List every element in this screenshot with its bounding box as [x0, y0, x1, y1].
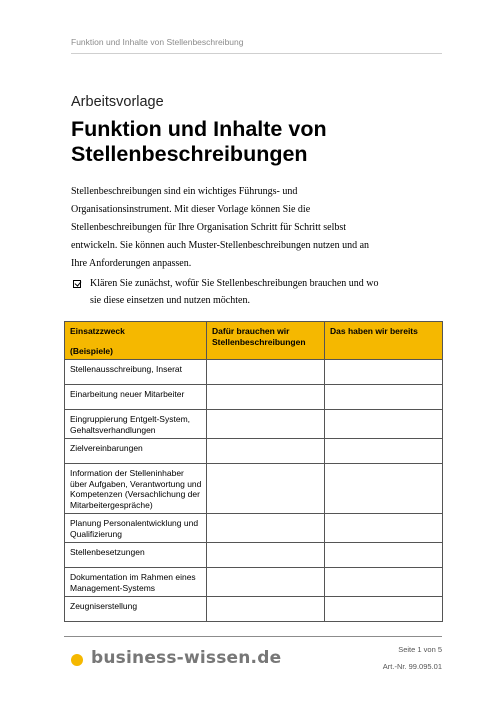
checklist-item-text: Klären Sie zunächst, wofür Sie Stellenbeschreibungen brauchen und wo sie diese einsetzen und nutzen möchten. — [90, 278, 379, 306]
table-cell-needed[interactable] — [207, 385, 325, 410]
purpose-table — [64, 321, 443, 622]
intro-paragraph: Stellenbeschreibungen sind ein wichtiges Führungs- und Organisationsinstrument. Mit dieser Vorlage können Sie die Stellenbeschreibungen für Ihre Organisation Schritt für Schritt selbst entwickeln. Sie können auch Muster-Stellenbeschreibungen nutzen und an Ihre Anforderungen anpassen. — [71, 186, 370, 269]
table-row — [65, 597, 443, 622]
table-cell-needed[interactable] — [207, 514, 325, 543]
table-header-cell — [65, 322, 207, 360]
table-cell-purpose: Dokumentation im Rahmen eines Management-Systems — [65, 568, 207, 597]
table-cell-purpose: Einarbeitung neuer Mitarbeiter — [65, 385, 207, 410]
header-beispiele: (Beispiele) — [70, 345, 113, 356]
table-cell-needed[interactable] — [207, 568, 325, 597]
running-header: Funktion und Inhalte von Stellenbeschreibung — [71, 37, 244, 47]
document-title: Funktion und Inhalte von Stellenbeschreibungen — [71, 117, 327, 166]
table-header-cell: Dafür brauchen wir Stellenbeschreibungen — [207, 322, 325, 360]
table-cell-purpose: Eingruppierung Entgelt-System, Gehaltsverhandlungen — [65, 410, 207, 439]
header-divider — [71, 53, 442, 54]
table-cell-existing[interactable] — [325, 360, 443, 385]
table-cell-purpose: Planung Personalentwicklung und Qualifizierung — [65, 514, 207, 543]
table-cell-existing[interactable] — [325, 464, 443, 514]
table-cell-existing[interactable] — [325, 385, 443, 410]
brand-dot-icon — [71, 654, 83, 666]
table-row — [65, 543, 443, 568]
page-number: Seite 1 von 5 — [398, 645, 442, 654]
table-cell-existing[interactable] — [325, 597, 443, 622]
table-cell-needed[interactable] — [207, 597, 325, 622]
table-cell-needed[interactable] — [207, 543, 325, 568]
table-row — [65, 568, 443, 597]
table-cell-purpose: Zielvereinbarungen — [65, 439, 207, 464]
article-number: Art.-Nr. 99.095.01 — [382, 662, 442, 671]
table-cell-needed[interactable] — [207, 410, 325, 439]
footer-divider — [64, 636, 442, 637]
document-kicker: Arbeitsvorlage — [71, 94, 164, 110]
table-cell-purpose: Zeugniserstellung — [65, 597, 207, 622]
checkbox-checked-icon — [73, 280, 81, 288]
table-row — [65, 385, 443, 410]
table-cell-purpose: Information der Stelleninhaber über Aufgaben, Verantwortung und Kompetenzen (Versachlichung der Mitarbeitergespräche) — [65, 464, 207, 514]
table-row — [65, 410, 443, 439]
table-cell-existing[interactable] — [325, 410, 443, 439]
brand-logo: business-wissen.de — [91, 648, 282, 668]
table-cell-existing[interactable] — [325, 568, 443, 597]
table-cell-existing[interactable] — [325, 514, 443, 543]
table-cell-purpose: Stellenausschreibung, Inserat — [65, 360, 207, 385]
table-header-cell: Das haben wir bereits — [325, 322, 443, 360]
table-cell-existing[interactable] — [325, 543, 443, 568]
table-row — [65, 464, 443, 514]
table-cell-purpose: Stellenbesetzungen — [65, 543, 207, 568]
table-cell-needed[interactable] — [207, 439, 325, 464]
header-einsatzzweck: Einsatzzweck — [70, 326, 125, 336]
table-header-row — [65, 322, 443, 360]
table-cell-needed[interactable] — [207, 464, 325, 514]
table-cell-needed[interactable] — [207, 360, 325, 385]
table-row — [65, 514, 443, 543]
table-row — [65, 360, 443, 385]
table-cell-existing[interactable] — [325, 439, 443, 464]
table-row — [65, 439, 443, 464]
